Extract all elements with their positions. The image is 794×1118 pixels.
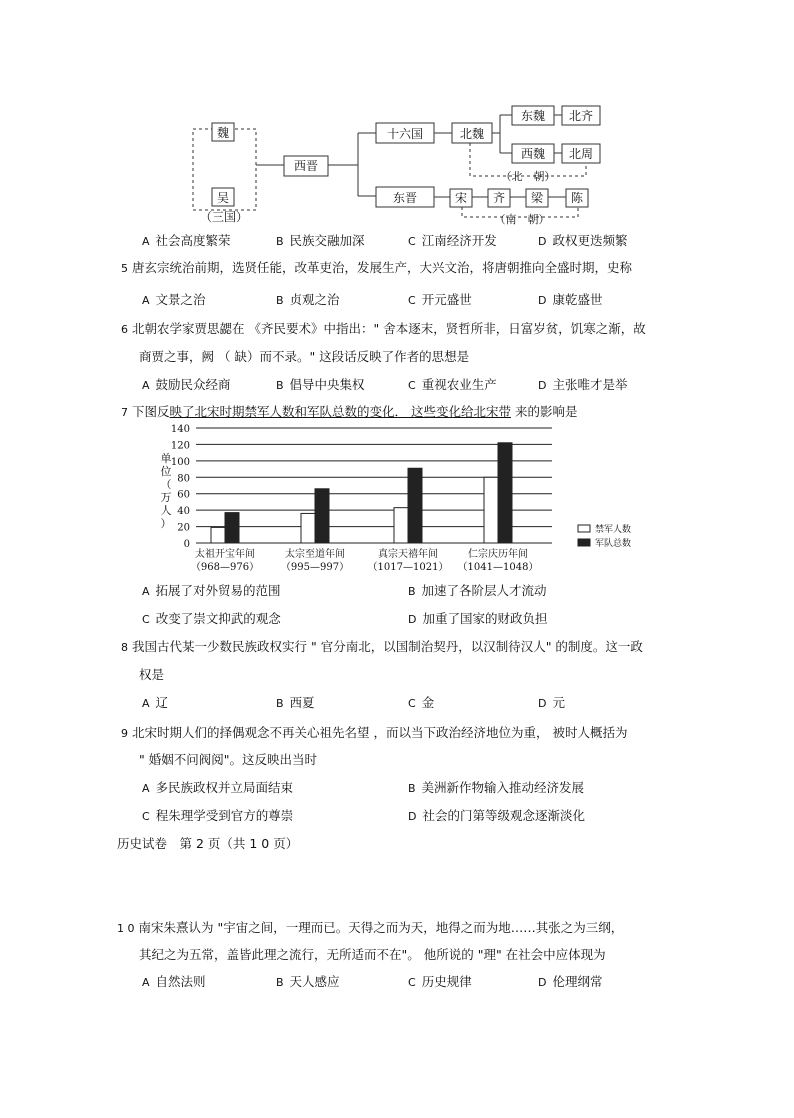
wu-label: 吴 xyxy=(216,191,230,205)
y-tick-label: 100 xyxy=(170,456,190,468)
q10-stem-line1: 1 0 南宋朱熹认为 "宇宙之间，一理而已。天得之而为天，地得之而为地……其张之为三纲， xyxy=(117,920,624,935)
nanchao-label: （南 朝） xyxy=(494,213,550,226)
beiwei-label: 北魏 xyxy=(459,127,485,141)
x-category-years: （1017—1021） xyxy=(367,562,449,573)
bar-guards xyxy=(211,527,225,543)
y-tick-label: 60 xyxy=(177,489,190,501)
q8-option-a[interactable]: A 辽 xyxy=(142,695,169,710)
y-axis-label-char: 单 xyxy=(160,452,172,465)
x-category-label: 太宗至道年间 xyxy=(285,549,345,560)
legend-swatch xyxy=(578,525,590,532)
x-category-years: （1041—1048） xyxy=(457,562,539,573)
q5-option-d[interactable]: D 康乾盛世 xyxy=(538,292,603,307)
x-category-label: 真宗天禧年间 xyxy=(378,549,438,560)
page-footer: 历史试卷 第 2 页（共 1 0 页） xyxy=(117,836,299,851)
y-axis-label-char: ） xyxy=(160,517,172,530)
y-tick-label: 40 xyxy=(177,506,190,518)
bar-guards xyxy=(394,508,408,543)
legend-swatch xyxy=(578,539,590,546)
dongjin-label: 东晋 xyxy=(392,191,418,205)
q8-stem-line2: 权是 xyxy=(139,667,165,682)
q5-option-b[interactable]: B 贞观之治 xyxy=(276,292,340,307)
wei-label: 魏 xyxy=(216,126,230,140)
q7-option-c[interactable]: C 改变了崇文抑武的观念 xyxy=(142,611,281,626)
q5-option-c[interactable]: C 开元盛世 xyxy=(408,292,472,307)
q4-option-b[interactable]: B 民族交融加深 xyxy=(276,233,365,248)
q6-stem-line1: 6 北朝农学家贾思勰在 《齐民要术》中指出：" 舍本逐末，贤哲所非，日富岁贫，饥寒之渐，故 xyxy=(121,321,646,336)
q9-option-a[interactable]: A 多民族政权并立局面结束 xyxy=(142,780,294,795)
bar-total xyxy=(408,468,422,543)
q10-option-c[interactable]: C 历史规律 xyxy=(408,974,472,989)
q4-option-c[interactable]: C 江南经济开发 xyxy=(408,233,497,248)
q10-option-d[interactable]: D 伦理纲常 xyxy=(538,974,603,989)
y-tick-label: 0 xyxy=(183,539,190,550)
bar-total xyxy=(225,513,239,543)
q7-stem: 7 下图反映了北宋时期禁军人数和军队总数的变化． 这些变化给北宋带 来的影响是 xyxy=(121,404,578,419)
y-tick-label: 140 xyxy=(170,424,190,435)
qi-label: 齐 xyxy=(492,191,506,205)
x-category-years: （968—976） xyxy=(190,562,260,573)
beiqi-label: 北齐 xyxy=(568,109,594,123)
y-tick-label: 20 xyxy=(177,522,190,534)
beichao-label: （北 朝） xyxy=(500,170,556,183)
liang-label: 梁 xyxy=(530,191,544,205)
xijin-label: 西晋 xyxy=(293,159,319,173)
q9-option-d[interactable]: D 社会的门第等级观念逐渐淡化 xyxy=(408,808,585,823)
dynasty-diagram xyxy=(0,0,794,240)
sanguo-label: （三国） xyxy=(199,210,249,224)
bar-guards xyxy=(484,477,498,543)
q10-option-b[interactable]: B 天人感应 xyxy=(276,974,340,989)
x-category-years: （995—997） xyxy=(280,562,350,573)
q6-option-c[interactable]: C 重视农业生产 xyxy=(408,377,497,392)
beizhou-label: 北周 xyxy=(568,147,594,161)
bar-total xyxy=(315,489,329,543)
q8-option-d[interactable]: D 元 xyxy=(538,695,565,710)
q8-option-c[interactable]: C 金 xyxy=(408,695,435,710)
y-tick-label: 80 xyxy=(177,473,190,485)
bar-total xyxy=(498,443,512,543)
chen-label: 陈 xyxy=(570,191,584,205)
legend-label: 禁军人数 xyxy=(595,525,632,535)
q10-option-a[interactable]: A 自然法则 xyxy=(142,974,206,989)
legend-label: 军队总数 xyxy=(595,539,632,549)
q7-option-d[interactable]: D 加重了国家的财政负担 xyxy=(408,611,548,626)
shiliuguo-label: 十六国 xyxy=(386,127,424,141)
dongwei-label: 东魏 xyxy=(520,109,546,123)
q6-option-b[interactable]: B 倡导中央集权 xyxy=(276,377,365,392)
y-axis-label-char: 位 xyxy=(160,465,172,478)
q10-stem-line2: 其纪之为五常，盖皆此理之流行，无所适而不在"。 他所说的 "理" 在社会中应体现为 xyxy=(139,947,606,962)
q6-option-d[interactable]: D 主张唯才是举 xyxy=(538,377,628,392)
y-tick-label: 120 xyxy=(170,440,190,452)
q9-stem-line1: 9 北宋时期人们的择偶观念不再关心祖先名望 ，而以当下政治经济地位为重， 被时人概括为 xyxy=(121,725,628,740)
xiwei-label: 西魏 xyxy=(520,147,546,161)
song-label: 宋 xyxy=(454,191,468,205)
q8-option-b[interactable]: B 西夏 xyxy=(276,695,315,710)
x-category-label: 仁宗庆历年间 xyxy=(468,549,528,560)
q7-bar-chart xyxy=(0,420,794,580)
q9-option-c[interactable]: C 程朱理学受到官方的尊崇 xyxy=(142,808,294,823)
q6-stem-line2: 商贾之事，阙 （ 缺）而不录。" 这段话反映了作者的思想是 xyxy=(139,349,470,364)
q5-stem: 5 唐玄宗统治前期，选贤任能，改革吏治，发展生产，大兴文治，将唐朝推向全盛时期，史称 xyxy=(121,260,633,275)
q4-option-a[interactable]: A 社会高度繁荣 xyxy=(142,233,231,248)
q5-option-a[interactable]: A 文景之治 xyxy=(142,292,206,307)
q6-option-a[interactable]: A 鼓励民众经商 xyxy=(142,377,231,392)
bar-guards xyxy=(301,513,315,543)
q7-option-a[interactable]: A 拓展了对外贸易的范围 xyxy=(142,583,281,598)
q9-option-b[interactable]: B 美洲新作物输入推动经济发展 xyxy=(408,780,585,795)
q4-option-d[interactable]: D 政权更迭频繁 xyxy=(538,233,628,248)
y-axis-label-char: 万 xyxy=(160,491,172,504)
q7-option-b[interactable]: B 加速了各阶层人才流动 xyxy=(408,583,547,598)
x-category-label: 太祖开宝年间 xyxy=(195,549,255,560)
q9-stem-line2: " 婚姻不问阀阅"。这反映出当时 xyxy=(139,752,317,767)
y-axis-label-char: （ xyxy=(160,478,172,491)
q8-stem-line1: 8 我国古代某一少数民族政权实行 " 官分南北，以国制治契丹，以汉制待汉人" 的制度。这一政 xyxy=(121,639,643,654)
y-axis-label-char: 人 xyxy=(160,504,172,517)
